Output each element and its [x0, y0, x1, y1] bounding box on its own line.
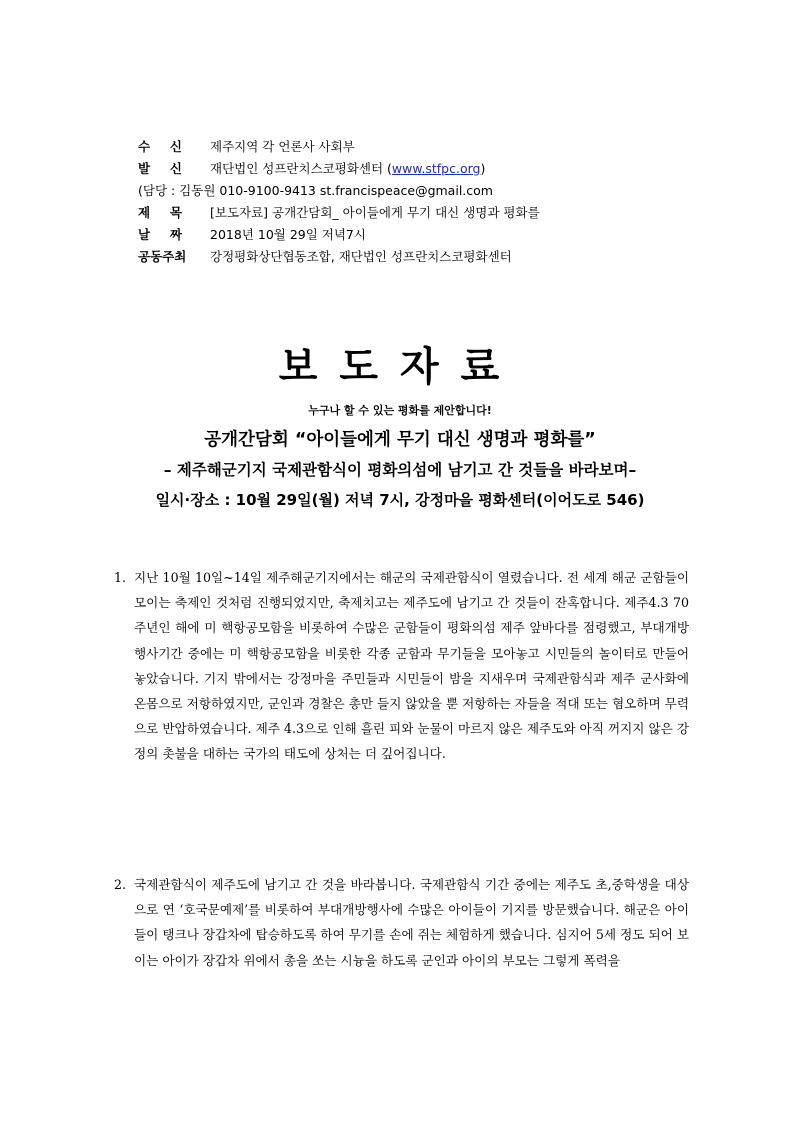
subject-label: 제 목: [138, 205, 182, 220]
sender-value: 재단법인 성프란치스코평화센터 (www.stfpc.org): [210, 161, 486, 176]
header-block: [138, 137, 698, 269]
contact-value: (담당 : 김동원 010-9100-9413 st.francispeace@gmail.com: [138, 183, 493, 198]
host-row: [138, 247, 698, 269]
recipient-label: 수 신: [138, 139, 182, 154]
date-row: [138, 225, 698, 247]
recipient-value: 제주지역 각 언론사 사회부: [210, 139, 355, 154]
host-value: 강정평화상단협동조합, 재단법인 성프란치스코평화센터: [210, 249, 512, 264]
sender-row: [138, 159, 698, 181]
host-label: 공동주최: [138, 249, 187, 264]
date-value: 2018년 10월 29일 저녁7시: [210, 227, 366, 242]
contact-row: [138, 181, 698, 203]
event-title: 공개간담회 “아이들에게 무기 대신 생명과 평화를”: [204, 430, 596, 450]
sender-label: 발 신: [138, 161, 182, 176]
subject-row: [138, 203, 698, 225]
paragraph-text: 국제관함식이 제주도에 남기고 간 것을 바라봅니다. 국제관함식 기간 중에는 제주도 초,중학생을 대상으로 연 ‘호국문예제’를 비롯하여 부대개방행사에 수많은 아이들이 기지를 방문했습니다. 해군은 아이들이 탱크나 장갑차에 탑승하도록 하여 무기를 손에 쥐는 체험하게 했습니다. 심지어 5세 정도 되어 보이는 아이가 장갑차 위에서 총을 쏘는 시늉을 하도록 군인과 아이의 부모는 그렇게 폭력을: [134, 877, 689, 968]
event-time-place: 일시·장소 : 10월 29일(월) 저녁 7시, 강정마을 평화센터(이어도로 546): [155, 491, 645, 509]
recipient-row: [138, 137, 698, 159]
website-link[interactable]: www.stfpc.org: [391, 161, 481, 176]
paragraph-text: 지난 10월 10일~14일 제주해군기지에서는 해군의 국제관함식이 열렸습니다. 전 세계 해군 군함들이 모이는 축제인 것처럼 진행되었지만, 축제치고는 제주도에 남기고 간 것들이 잔혹합니다. 제주4.3 70주년인 해에 미 핵항공모함을 비롯하여 수많은 군함들이 평화의섬 제주 앞바다를 점령했고, 부대개방 행사기간 중에는 미 핵항공모함을 비롯한 각종 군함과 무기들을 모아놓고 시민들의 놀이터로 만들어 놓았습니다. 기지 밖에서는 강정마을 주민들과 시민들이 밤을 지새우며 국제관함식과 제주 군사화에 온몸으로 저항하였지만, 군인과 경찰은 총만 들지 않았을 뿐 저항하는 자들을 적대 또는 혐오하며 무력으로 반압하였습니다. 제주 4.3으로 인해 흘린 피와 눈물이 마르지 않은 제주도와 아직 꺼지지 않은 강정의 촛불을 대하는 국가의 태도에 상처는 더 깊어집니다.: [134, 570, 689, 762]
document-title: 보도자료: [278, 344, 522, 390]
paragraph-number: 1.: [114, 570, 127, 585]
subject-value: [보도자료] 공개간담회_ 아이들에게 무기 대신 생명과 평화를: [210, 205, 540, 220]
date-label: 날 짜: [138, 227, 182, 242]
tagline: 누구나 할 수 있는 평화를 제안합니다!: [308, 404, 492, 417]
event-subtitle: – 제주해군기지 국제관함식이 평화의섬에 남기고 간 것들을 바라보며–: [163, 461, 637, 479]
paragraph-2: [114, 872, 689, 973]
paragraph-number: 2.: [114, 877, 127, 892]
paragraph-1: [114, 565, 689, 767]
